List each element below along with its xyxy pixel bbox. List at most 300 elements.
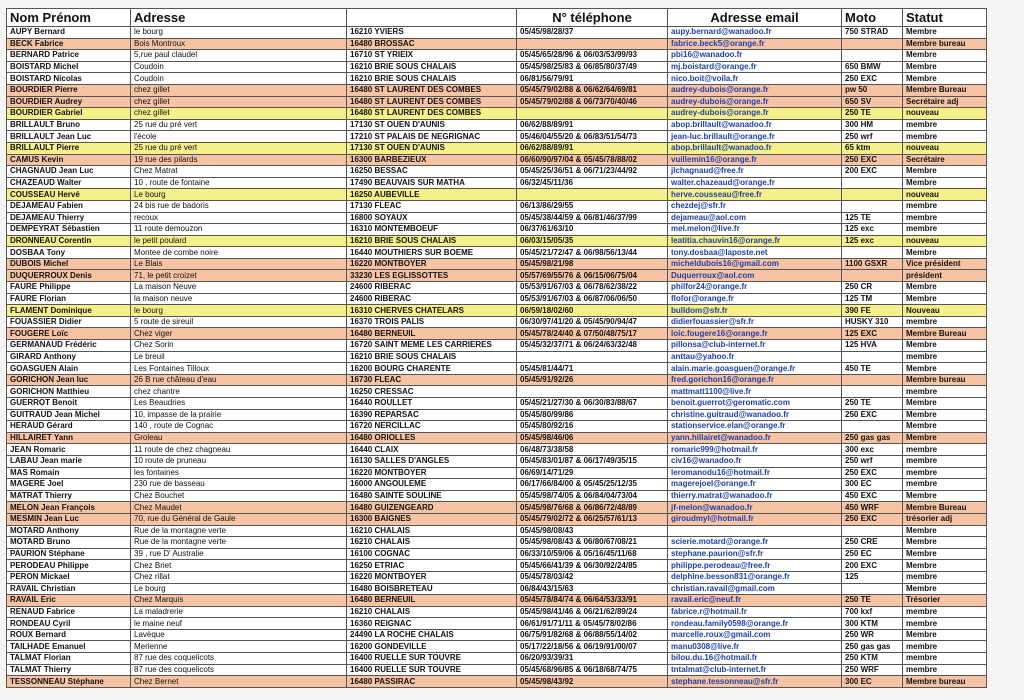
cell-phone: 06/60/90/97/04 & 05/45/78/88/02: [517, 154, 668, 166]
cell-statut: trésorier adj: [903, 513, 987, 525]
cell-name: BOURDIER Gabriel: [7, 108, 131, 120]
cell-statut: Membre Bureau: [903, 502, 987, 514]
cell-phone: 06/30/97/41/20 & 05/45/90/94/47: [517, 316, 668, 328]
cell-city: 16210 CHALAIS: [347, 537, 517, 549]
cell-street: Chez Sorin: [131, 340, 347, 352]
cell-statut: Membre: [903, 282, 987, 294]
cell-city: 16480 PASSIRAC: [347, 676, 517, 688]
cell-email: stephane.paurion@sfr.fr: [668, 548, 842, 560]
cell-phone: 05/45/68/96/85 & 06/18/68/74/75: [517, 664, 668, 676]
cell-moto: 250 wrf: [842, 131, 903, 143]
cell-phone: 05/45/91/92/26: [517, 374, 668, 386]
cell-name: DEJAMEAU Fabien: [7, 200, 131, 212]
cell-street: le maine neuf: [131, 618, 347, 630]
cell-moto: HUSKY 310: [842, 316, 903, 328]
cell-phone: 05/45/98/21/98: [517, 258, 668, 270]
cell-email: alain.marie.goasguen@orange.fr: [668, 363, 842, 375]
cell-street: 140 , route de Cognac: [131, 421, 347, 433]
cell-statut: Nouveau: [903, 305, 987, 317]
col-header-moto: Moto: [842, 9, 903, 27]
cell-street: 19 rue des pilards: [131, 154, 347, 166]
cell-name: GERMANAUD Frédéric: [7, 340, 131, 352]
cell-city: 16000 ANGOULEME: [347, 479, 517, 491]
cell-city: 16480 SAINTE SOULINE: [347, 490, 517, 502]
cell-statut: Membre: [903, 340, 987, 352]
table-row: [7, 525, 987, 537]
cell-city: 16720 SAINT MEME LES CARRIERES: [347, 340, 517, 352]
cell-moto: pw 50: [842, 84, 903, 96]
cell-city: 16720 NERCILLAC: [347, 421, 517, 433]
cell-city: 16250 BESSAC: [347, 166, 517, 178]
cell-phone: 06/17/66/84/00 & 05/45/25/12/35: [517, 479, 668, 491]
cell-statut: nouveau: [903, 235, 987, 247]
cell-statut: membre: [903, 119, 987, 131]
cell-street: Groleau: [131, 432, 347, 444]
cell-city: 16400 RUELLE SUR TOUVRE: [347, 653, 517, 665]
cell-phone: 06/62/88/89/91: [517, 142, 668, 154]
cell-moto: 450 WRF: [842, 502, 903, 514]
cell-phone: 05/45/79/02/72 & 06/25/57/61/13: [517, 513, 668, 525]
cell-street: chez chantre: [131, 386, 347, 398]
cell-city: 16100 COGNAC: [347, 548, 517, 560]
cell-city: 16480 ST LAURENT DES COMBES: [347, 84, 517, 96]
cell-moto: 200 EXC: [842, 166, 903, 178]
cell-phone: 05/45/98/76/68 & 06/86/72/48/89: [517, 502, 668, 514]
cell-email: chezdej@sfr.fr: [668, 200, 842, 212]
cell-city: 16250 CRESSAC: [347, 386, 517, 398]
cell-name: MOTARD Anthony: [7, 525, 131, 537]
cell-city: 16310 MONTEMBOEUF: [347, 224, 517, 236]
cell-moto: 250 KTM: [842, 653, 903, 665]
cell-street: Chez Bernet: [131, 676, 347, 688]
cell-name: CHAGNAUD Jean Luc: [7, 166, 131, 178]
cell-phone: 06/20/93/39/31: [517, 653, 668, 665]
cell-street: chez gillet: [131, 108, 347, 120]
col-header-statut: Statut: [903, 9, 987, 27]
cell-statut: nouveau: [903, 189, 987, 201]
table-row: [7, 571, 987, 583]
cell-statut: membre: [903, 386, 987, 398]
cell-name: CAMUS Kevin: [7, 154, 131, 166]
cell-moto: 650 SV: [842, 96, 903, 108]
cell-name: PERON Mickael: [7, 571, 131, 583]
table-row: [7, 340, 987, 352]
cell-email: jlchagnaud@free.fr: [668, 166, 842, 178]
cell-street: 10 , route de fontaine: [131, 177, 347, 189]
cell-moto: 200 EXC: [842, 560, 903, 572]
cell-statut: membre: [903, 212, 987, 224]
cell-phone: 05/45/21/27/30 & 06/30/83/88/67: [517, 398, 668, 410]
cell-statut: membre: [903, 653, 987, 665]
table-row: [7, 282, 987, 294]
cell-name: FLAMENT Dominique: [7, 305, 131, 317]
cell-email: benoit.guerrot@geromatic.com: [668, 398, 842, 410]
cell-city: 16730 FLEAC: [347, 374, 517, 386]
cell-name: GUERROT Benoit: [7, 398, 131, 410]
cell-street: l'école: [131, 131, 347, 143]
cell-moto: [842, 374, 903, 386]
cell-phone: 05/45/79/02/88 & 06/62/64/69/81: [517, 84, 668, 96]
cell-phone: 06/84/43/15/63: [517, 583, 668, 595]
cell-statut: nouveau: [903, 142, 987, 154]
cell-street: Le breuil: [131, 351, 347, 363]
cell-city: 16130 SALLES D'ANGLES: [347, 455, 517, 467]
cell-city: 17130 ST OUEN D'AUNIS: [347, 119, 517, 131]
cell-statut: Membre: [903, 27, 987, 39]
cell-email: jean-luc.brillault@orange.fr: [668, 131, 842, 143]
table-row: [7, 270, 987, 282]
table-row: [7, 537, 987, 549]
cell-moto: 250 gas gas: [842, 641, 903, 653]
cell-street: 25 rue du pré vert: [131, 119, 347, 131]
cell-phone: 05/45/25/36/51 & 06/71/23/44/92: [517, 166, 668, 178]
cell-name: TALMAT Florian: [7, 653, 131, 665]
cell-phone: 05/45/38/44/59 & 06/81/46/37/99: [517, 212, 668, 224]
cell-moto: 125 TE: [842, 212, 903, 224]
table-row: [7, 513, 987, 525]
cell-email: rondeau.family0598@orange.fr: [668, 618, 842, 630]
cell-name: MOTARD Bruno: [7, 537, 131, 549]
table-row: [7, 618, 987, 630]
cell-phone: 05/45/98/43/92: [517, 676, 668, 688]
cell-statut: Membre: [903, 61, 987, 73]
cell-statut: membre: [903, 351, 987, 363]
cell-name: COUSSEAU Hervé: [7, 189, 131, 201]
cell-statut: Membre: [903, 363, 987, 375]
cell-statut: Vice président: [903, 258, 987, 270]
cell-moto: 125 HVA: [842, 340, 903, 352]
cell-phone: 05/45/83/01/87 & 06/17/49/35/15: [517, 455, 668, 467]
cell-statut: Membre: [903, 525, 987, 537]
cell-moto: 65 ktm: [842, 142, 903, 154]
cell-name: BRILLAULT Jean Luc: [7, 131, 131, 143]
cell-moto: 250 TE: [842, 108, 903, 120]
cell-city: 16210 BRIE SOUS CHALAIS: [347, 351, 517, 363]
cell-statut: Membre: [903, 50, 987, 62]
cell-email: nico.boit@voila.fr: [668, 73, 842, 85]
cell-phone: 05/45/98/25/83 & 06/85/80/37/49: [517, 61, 668, 73]
cell-street: le petit poulard: [131, 235, 347, 247]
cell-email: thierry.matrat@wanadoo.fr: [668, 490, 842, 502]
table-row: [7, 73, 987, 85]
cell-email: magerejoel@orange.fr: [668, 479, 842, 491]
cell-moto: 700 kxf: [842, 606, 903, 618]
cell-email: [668, 525, 842, 537]
cell-city: 16220 MONTBOYER: [347, 571, 517, 583]
cell-city: 16300 BAIGNES: [347, 513, 517, 525]
cell-phone: 05/57/69/55/76 & 06/15/06/75/04: [517, 270, 668, 282]
cell-street: Chez Marquis: [131, 595, 347, 607]
cell-street: Chez Briet: [131, 560, 347, 572]
cell-moto: 250 EXC: [842, 513, 903, 525]
cell-city: 17210 ST PALAIS DE NEGRIGNAC: [347, 131, 517, 143]
cell-statut: Membre Bureau: [903, 328, 987, 340]
cell-statut: Trésorier: [903, 595, 987, 607]
table-row: [7, 386, 987, 398]
cell-phone: 06/61/91/71/11 & 05/45/78/02/86: [517, 618, 668, 630]
cell-street: Rue de la montagne verte: [131, 525, 347, 537]
cell-street: 11 route demouzon: [131, 224, 347, 236]
cell-name: MAGERE Joel: [7, 479, 131, 491]
cell-statut: membre: [903, 571, 987, 583]
cell-email: yann.hillairet@wanadoo.fr: [668, 432, 842, 444]
table-row: [7, 131, 987, 143]
cell-phone: 05/45/98/46/06: [517, 432, 668, 444]
table-row: [7, 421, 987, 433]
cell-email: romaric999@hotmail.fr: [668, 444, 842, 456]
cell-statut: membre: [903, 641, 987, 653]
cell-moto: [842, 38, 903, 50]
col-header-phone: N° téléphone: [517, 9, 668, 27]
cell-name: GOASGUEN Alain: [7, 363, 131, 375]
table-row: [7, 502, 987, 514]
cell-statut: membre: [903, 131, 987, 143]
cell-phone: 05/45/78/24/40 & 07/50/48/75/17: [517, 328, 668, 340]
cell-street: 87 rue des coquelicots: [131, 664, 347, 676]
cell-email: abop.brillault@wanadoo.fr: [668, 119, 842, 131]
cell-city: 16480 ST LAURENT DES COMBES: [347, 108, 517, 120]
cell-name: BRILLAULT Bruno: [7, 119, 131, 131]
cell-street: Montee de combe noire: [131, 247, 347, 259]
cell-name: RENAUD Fabrice: [7, 606, 131, 618]
table-row: [7, 409, 987, 421]
cell-name: FOUGERE Loïc: [7, 328, 131, 340]
cell-street: Le Blais: [131, 258, 347, 270]
cell-street: chez gillet: [131, 96, 347, 108]
cell-name: TESSONNEAU Stéphane: [7, 676, 131, 688]
table-row: [7, 96, 987, 108]
cell-phone: 06/03/15/05/35: [517, 235, 668, 247]
cell-email: christian.ravail@gmail.com: [668, 583, 842, 595]
cell-city: 24600 RIBERAC: [347, 282, 517, 294]
cell-street: Rue de la montagne verte: [131, 537, 347, 549]
cell-name: LABAU Jean marie: [7, 455, 131, 467]
cell-city: 16360 REIGNAC: [347, 618, 517, 630]
cell-phone: 05/45/32/37/71 & 06/24/63/32/48: [517, 340, 668, 352]
cell-statut: membre: [903, 316, 987, 328]
cell-city: 16300 BARBEZIEUX: [347, 154, 517, 166]
cell-name: GIRARD Anthony: [7, 351, 131, 363]
cell-email: marcelle.roux@gmail.com: [668, 629, 842, 641]
cell-phone: 05/45/98/74/05 & 06/84/04/73/04: [517, 490, 668, 502]
cell-city: 16390 REPARSAC: [347, 409, 517, 421]
table-row: [7, 258, 987, 270]
cell-city: 33230 LES EGLISSOTTES: [347, 270, 517, 282]
cell-phone: 06/13/86/29/55: [517, 200, 668, 212]
cell-moto: [842, 386, 903, 398]
cell-city: 16440 ROULLET: [347, 398, 517, 410]
cell-email: abop.brillault@wanadoo.fr: [668, 142, 842, 154]
cell-phone: 06/69/14/71/29: [517, 467, 668, 479]
cell-moto: 450 TE: [842, 363, 903, 375]
cell-city: 16210 CHALAIS: [347, 606, 517, 618]
cell-city: 16480 ST LAURENT DES COMBES: [347, 96, 517, 108]
table-row: [7, 374, 987, 386]
cell-name: MAS Romain: [7, 467, 131, 479]
cell-statut: Secrétaire: [903, 154, 987, 166]
cell-street: 5,rue paul claudel: [131, 50, 347, 62]
cell-statut: Secrétaire adj: [903, 96, 987, 108]
cell-name: DRONNEAU Corentin: [7, 235, 131, 247]
table-row: [7, 293, 987, 305]
cell-city: 16220 MONTBOYER: [347, 467, 517, 479]
col-header-city: [347, 9, 517, 27]
cell-phone: 05/46/04/55/20 & 06/83/51/54/73: [517, 131, 668, 143]
cell-moto: [842, 200, 903, 212]
cell-statut: Membre: [903, 398, 987, 410]
cell-moto: 250 CRE: [842, 537, 903, 549]
cell-street: Chez viger: [131, 328, 347, 340]
cell-email: giroudmyl@hotmail.fr: [668, 513, 842, 525]
cell-moto: 250 EXC: [842, 73, 903, 85]
cell-moto: 1100 GSXR: [842, 258, 903, 270]
cell-name: RAVAIL Christian: [7, 583, 131, 595]
table-row: [7, 119, 987, 131]
cell-statut: Membre bureau: [903, 374, 987, 386]
cell-city: 16480 ORIOLLES: [347, 432, 517, 444]
cell-statut: membre: [903, 224, 987, 236]
cell-statut: Membre: [903, 560, 987, 572]
cell-street: 24 bis rue de badoris: [131, 200, 347, 212]
cell-phone: 05/45/98/28/37: [517, 27, 668, 39]
cell-moto: [842, 421, 903, 433]
cell-statut: Membre: [903, 432, 987, 444]
cell-email: fabrice.r@hotmail.fr: [668, 606, 842, 618]
cell-city: 16480 BERNEUIL: [347, 595, 517, 607]
cell-name: DOSBAA Tony: [7, 247, 131, 259]
cell-statut: membre: [903, 455, 987, 467]
cell-moto: 250 EXC: [842, 154, 903, 166]
cell-city: 16400 RUELLE SUR TOUVRE: [347, 664, 517, 676]
cell-email: pillonsa@club-internet.fr: [668, 340, 842, 352]
cell-city: 16480 BOISBRETEAU: [347, 583, 517, 595]
cell-name: TAILHADE Emanuel: [7, 641, 131, 653]
cell-city: 16210 YVIERS: [347, 27, 517, 39]
cell-city: 16440 MOUTHIERS SUR BOEME: [347, 247, 517, 259]
cell-email: micheldubois16@gmail.com: [668, 258, 842, 270]
cell-name: TALMAT Thierry: [7, 664, 131, 676]
cell-name: ROUX Bernard: [7, 629, 131, 641]
table-row: [7, 224, 987, 236]
col-header-email: Adresse email: [668, 9, 842, 27]
cell-email: leromanodu16@hotmail.fr: [668, 467, 842, 479]
table-row: [7, 212, 987, 224]
cell-city: 16210 BRIE SOUS CHALAIS: [347, 235, 517, 247]
cell-name: BOURDIER Pierre: [7, 84, 131, 96]
cell-email: audrey-dubois@orange.fr: [668, 96, 842, 108]
table-row: [7, 641, 987, 653]
cell-phone: 05/45/80/92/16: [517, 421, 668, 433]
cell-email: scierie.motard@orange.fr: [668, 537, 842, 549]
cell-moto: 250 EXC: [842, 409, 903, 421]
table-row: [7, 432, 987, 444]
cell-statut: Membre bureau: [903, 676, 987, 688]
table-row: [7, 328, 987, 340]
cell-name: GORICHON Jean luc: [7, 374, 131, 386]
cell-name: BOURDIER Audrey: [7, 96, 131, 108]
cell-phone: 05/45/65/28/96 & 06/03/53/99/93: [517, 50, 668, 62]
cell-street: 10, impasse de la prairie: [131, 409, 347, 421]
cell-statut: Membre: [903, 166, 987, 178]
cell-statut: Membre: [903, 409, 987, 421]
cell-phone: [517, 386, 668, 398]
cell-street: 26 B rue château d'eau: [131, 374, 347, 386]
cell-phone: 05/17/22/18/56 & 06/19/91/00/07: [517, 641, 668, 653]
cell-moto: 250 WR: [842, 629, 903, 641]
cell-statut: Membre: [903, 537, 987, 549]
cell-phone: 05/53/91/67/03 & 06/87/06/06/50: [517, 293, 668, 305]
table-row: [7, 351, 987, 363]
table-row: [7, 316, 987, 328]
cell-city: 16480 BROSSAC: [347, 38, 517, 50]
table-row: [7, 84, 987, 96]
cell-name: RAVAIL Eric: [7, 595, 131, 607]
cell-city: 16310 CHERVES CHATELARS: [347, 305, 517, 317]
cell-statut: membre: [903, 664, 987, 676]
cell-street: Chez Matrat: [131, 166, 347, 178]
cell-name: GUITRAUD Jean Michel: [7, 409, 131, 421]
cell-email: leatitia.chauvin16@orange.fr: [668, 235, 842, 247]
table-row: [7, 61, 987, 73]
cell-name: BECK Fabrice: [7, 38, 131, 50]
table-row: [7, 154, 987, 166]
cell-phone: 05/45/66/41/39 & 06/30/92/24/85: [517, 560, 668, 572]
cell-statut: membre: [903, 479, 987, 491]
cell-name: PAURION Stéphane: [7, 548, 131, 560]
cell-moto: 300 EC: [842, 479, 903, 491]
cell-name: FAURE Florian: [7, 293, 131, 305]
cell-street: 25 rue du pré vert: [131, 142, 347, 154]
cell-city: 24600 RIBERAC: [347, 293, 517, 305]
cell-phone: 05/45/79/02/88 & 06/73/70/40/46: [517, 96, 668, 108]
cell-city: 16250 ETRIAC: [347, 560, 517, 572]
cell-phone: [517, 108, 668, 120]
cell-street: La maladrerie: [131, 606, 347, 618]
cell-street: Lavèque: [131, 629, 347, 641]
cell-street: 10 route de pruneau: [131, 455, 347, 467]
cell-street: Merienne: [131, 641, 347, 653]
cell-street: les fontaines: [131, 467, 347, 479]
cell-street: Les Fontaines Tilloux: [131, 363, 347, 375]
cell-street: recoux: [131, 212, 347, 224]
cell-moto: [842, 351, 903, 363]
cell-moto: [842, 189, 903, 201]
cell-name: CHAZEAUD Walter: [7, 177, 131, 189]
cell-city: 16480 BERNEUIL: [347, 328, 517, 340]
cell-street: 230 rue de basseau: [131, 479, 347, 491]
table-row: [7, 560, 987, 572]
cell-moto: 125 EXC: [842, 328, 903, 340]
cell-name: RONDEAU Cyril: [7, 618, 131, 630]
cell-city: 16210 BRIE SOUS CHALAIS: [347, 73, 517, 85]
cell-statut: Membre: [903, 73, 987, 85]
cell-statut: membre: [903, 618, 987, 630]
cell-statut: nouveau: [903, 108, 987, 120]
cell-street: 71, le petit croizet: [131, 270, 347, 282]
cell-street: Les Beaudries: [131, 398, 347, 410]
cell-email: pbi16@wanadoo.fr: [668, 50, 842, 62]
cell-street: 70, rue du Général de Gaule: [131, 513, 347, 525]
cell-street: Bois Montroux: [131, 38, 347, 50]
cell-name: MESMIN Jean Luc: [7, 513, 131, 525]
cell-street: 11 route de chez chagneau: [131, 444, 347, 456]
cell-name: BOISTARD Nicolas: [7, 73, 131, 85]
cell-email: fred.gorichon16@orange.fr: [668, 374, 842, 386]
cell-city: 16440 CLAIX: [347, 444, 517, 456]
cell-city: 16220 MONTBOYER: [347, 258, 517, 270]
cell-street: la maison neuve: [131, 293, 347, 305]
cell-moto: 250 WRF: [842, 664, 903, 676]
